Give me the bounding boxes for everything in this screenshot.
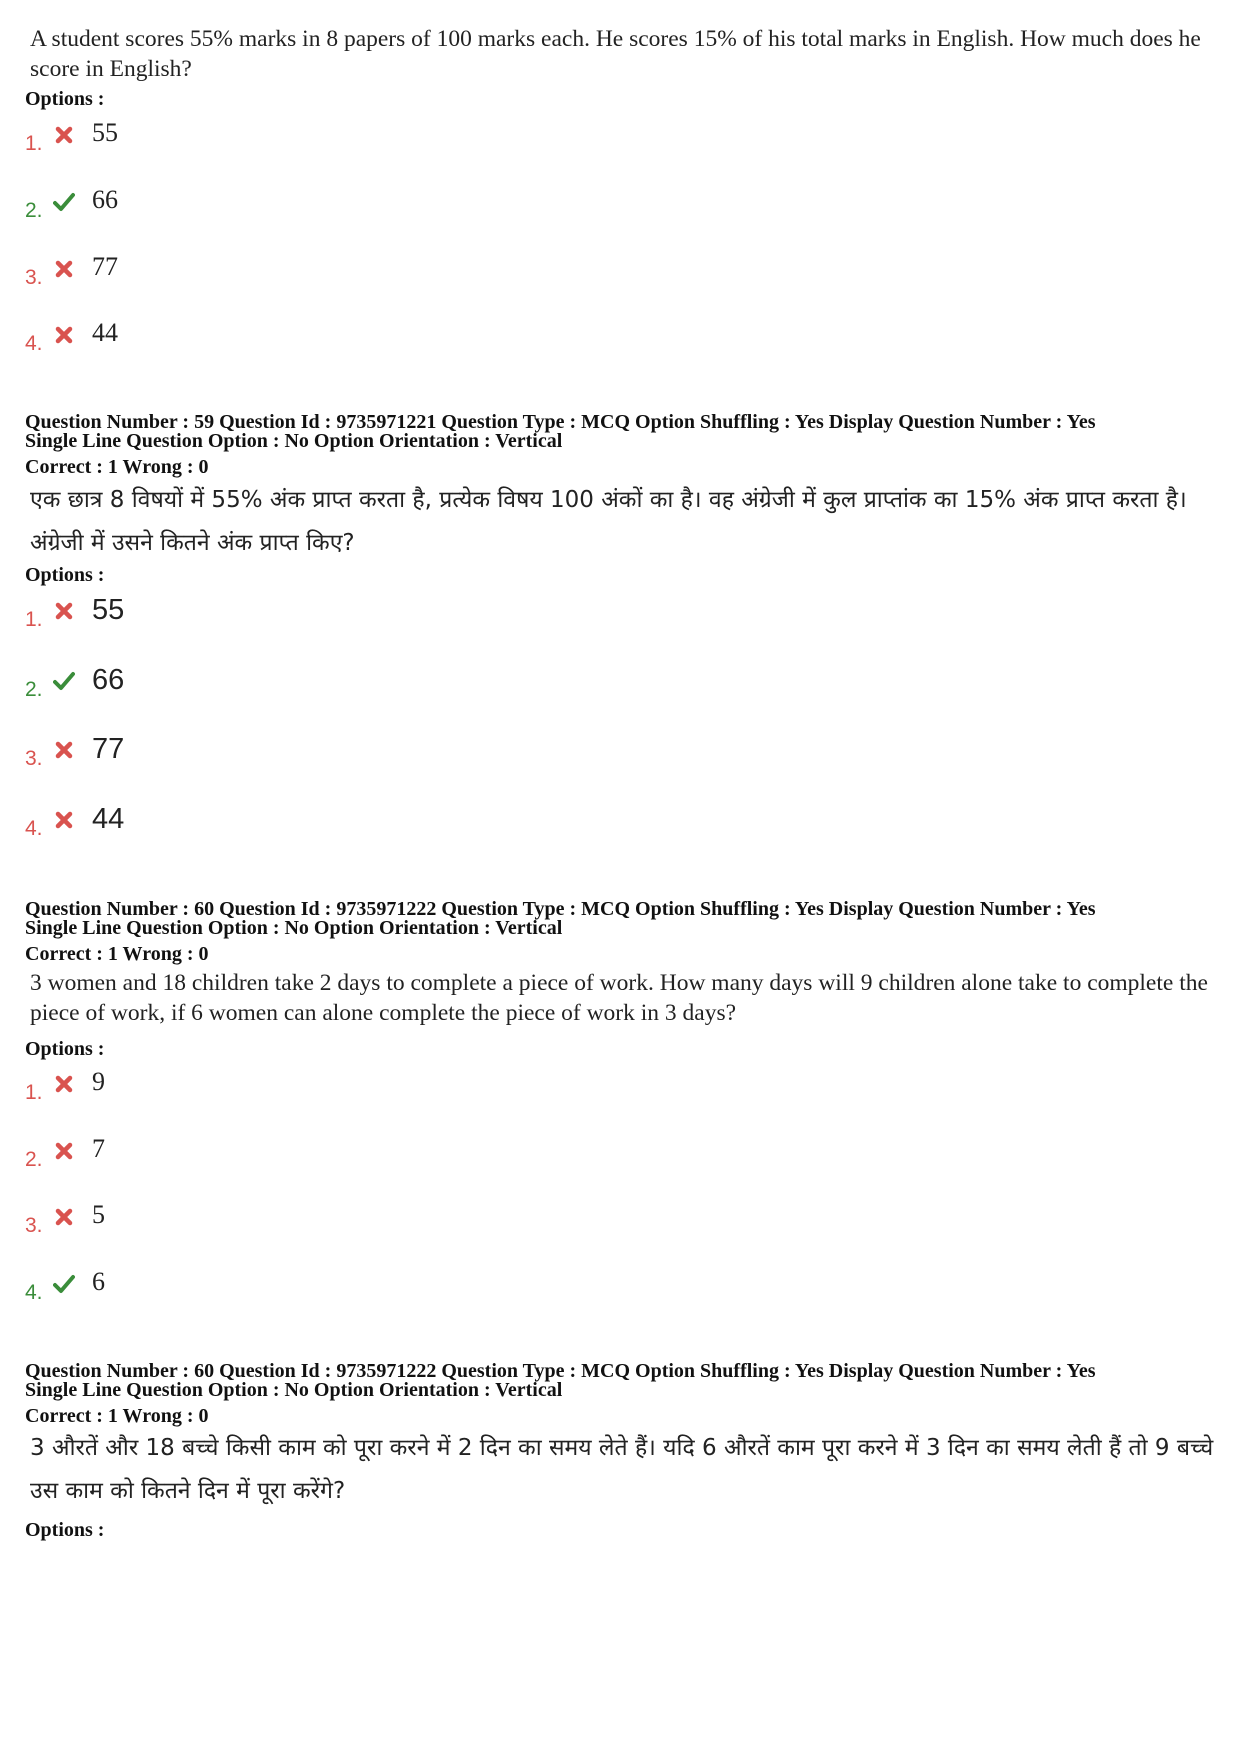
correct-wrong-line: Correct : 1 Wrong : 0: [25, 943, 209, 965]
option-value: 6: [92, 1267, 105, 1296]
option-number: 4.: [25, 817, 43, 840]
option-value: 77: [92, 733, 125, 765]
option-item: [25, 1267, 425, 1307]
option-value: 44: [92, 803, 125, 835]
check-mark-icon: [53, 1273, 75, 1295]
question-meta-line: Question Number : 60 Question Id : 9735971222 Question Type : MCQ Option Shuffling : Yes Display Question Number : Yes: [25, 1360, 1096, 1382]
cross-mark-icon: [53, 809, 75, 831]
option-value: 66: [92, 664, 125, 696]
option-number: 3.: [25, 1214, 43, 1237]
option-number: 3.: [25, 747, 43, 770]
correct-wrong-line: Correct : 1 Wrong : 0: [25, 456, 209, 478]
options-label: Options :: [25, 564, 105, 586]
question-meta-line: Single Line Question Option : No Option Orientation : Vertical: [25, 917, 563, 939]
question-meta-line: Single Line Question Option : No Option Orientation : Vertical: [25, 1379, 563, 1401]
cross-mark-icon: [53, 124, 75, 146]
cross-mark-icon: [53, 258, 75, 280]
option-number: 4.: [25, 1281, 43, 1304]
option-item: [25, 664, 425, 704]
options-label: Options :: [25, 1038, 105, 1060]
cross-mark-icon: [53, 739, 75, 761]
option-value: 44: [92, 318, 118, 347]
option-value: 77: [92, 252, 118, 281]
question-meta-line: Single Line Question Option : No Option Orientation : Vertical: [25, 430, 563, 452]
check-mark-icon: [53, 670, 75, 692]
cross-mark-icon: [53, 324, 75, 346]
option-item: [25, 1200, 425, 1240]
question-text: A student scores 55% marks in 8 papers of 100 marks each. He scores 15% of his total marks in English. How much does he score in English?: [30, 26, 1201, 82]
cross-mark-icon: [53, 600, 75, 622]
option-value: 5: [92, 1200, 105, 1229]
option-item: [25, 185, 425, 225]
question-meta-line: Question Number : 60 Question Id : 9735971222 Question Type : MCQ Option Shuffling : Yes Display Question Number : Yes: [25, 898, 1096, 920]
cross-mark-icon: [53, 1206, 75, 1228]
question-text: 3 औरतें और 18 बच्चे किसी काम को पूरा करने में 2 दिन का समय लेते हैं। यदि 6 औरतें काम पूरा करने में 3 दिन का समय लेती हैं तो 9 बच्चे उस काम को कितने दिन में पूरा करेंगे?: [30, 1435, 1214, 1504]
option-number: 3.: [25, 266, 43, 289]
option-value: 55: [92, 118, 118, 147]
question-text: एक छात्र 8 विषयों में 55% अंक प्राप्त करता है, प्रत्येक विषय 100 अंकों का है। वह अंग्रेजी में कुल प्राप्तांक का 15% अंक प्राप्त करता है। अंग्रेजी में उसने कितने अंक प्राप्त किए?: [30, 487, 1187, 556]
option-number: 1.: [25, 608, 43, 631]
option-value: 66: [92, 185, 118, 214]
option-item: [25, 733, 425, 773]
option-item: [25, 252, 425, 292]
check-mark-icon: [53, 191, 75, 213]
cross-mark-icon: [53, 1140, 75, 1162]
options-label: Options :: [25, 1519, 105, 1541]
option-value: 9: [92, 1067, 105, 1096]
question-text: 3 women and 18 children take 2 days to complete a piece of work. How many days will 9 children alone take to complete the piece of work, if 6 women can alone complete the piece of work in 3 days?: [30, 970, 1208, 1026]
option-item: [25, 1134, 425, 1174]
option-number: 2.: [25, 678, 43, 701]
option-number: 2.: [25, 1148, 43, 1171]
option-number: 1.: [25, 1081, 43, 1104]
question-meta-line: Question Number : 59 Question Id : 9735971221 Question Type : MCQ Option Shuffling : Yes Display Question Number : Yes: [25, 411, 1096, 433]
option-item: [25, 1067, 425, 1107]
option-item: [25, 318, 425, 358]
option-value: 7: [92, 1134, 105, 1163]
option-item: [25, 594, 425, 634]
cross-mark-icon: [53, 1073, 75, 1095]
option-number: 2.: [25, 199, 43, 222]
correct-wrong-line: Correct : 1 Wrong : 0: [25, 1405, 209, 1427]
option-number: 1.: [25, 132, 43, 155]
options-label: Options :: [25, 88, 105, 110]
option-number: 4.: [25, 332, 43, 355]
option-value: 55: [92, 594, 125, 626]
option-item: [25, 803, 425, 843]
option-item: [25, 118, 425, 158]
